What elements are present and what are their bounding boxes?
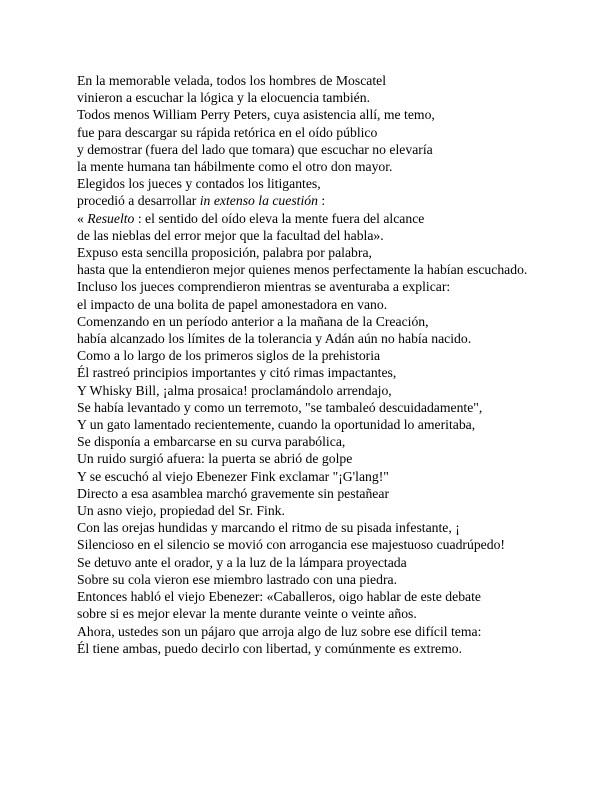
text-line: Directo a esa asamblea marchó gravemente sin pestañear <box>77 485 389 501</box>
text-line <box>77 210 577 227</box>
text-line: Se detuvo ante el orador, y a la luz de la lámpara proyectada <box>77 554 407 570</box>
text-line: Un asno viejo, propiedad del Sr. Fink. <box>77 503 285 519</box>
text-line: En la memorable velada, todos los hombres de Moscatel <box>77 73 387 88</box>
text-line: Silencioso en el silencio se movió con arrogancia ese majestuoso cuadrúpedo! <box>77 537 505 553</box>
text-line: Sobre su cola vieron ese miembro lastrado con una piedra. <box>77 571 398 587</box>
text-line: Elegidos los jueces y contados los litigantes, <box>77 176 321 192</box>
text-line: Se había levantado y como un terremoto, "se tambaleó descuidadamente", <box>77 399 483 415</box>
text-line: Él rastreó principios importantes y citó rimas impactantes, <box>77 365 397 381</box>
italic-phrase: in extenso la cuestión <box>199 193 318 209</box>
text-segment: : <box>317 193 326 209</box>
text-line: Él tiene ambas, puedo decirlo con libertad, y comúnmente es extremo. <box>77 640 463 656</box>
text-line: Un ruido surgió afuera: la puerta se abrió de golpe <box>77 451 353 467</box>
text-line: de las nieblas del error mejor que la facultad del habla». <box>77 227 384 243</box>
text-line: había alcanzado los límites de la tolerancia y Adán aún no había nacido. <box>77 331 472 347</box>
text-line: Expuso esta sencilla proposición, palabra por palabra, <box>77 245 372 261</box>
poem-body <box>77 72 577 657</box>
text-segment: procedió a desarrollar <box>77 193 200 209</box>
text-line: Incluso los jueces comprendieron mientras se aventuraba a explicar: <box>77 279 451 295</box>
text-line: Y Whisky Bill, ¡alma prosaica! proclamándolo arrendajo, <box>77 382 392 398</box>
text-line: Y un gato lamentado recientemente, cuando la oportunidad lo ameritaba, <box>77 417 476 433</box>
text-segment: : el sentido del oído eleva la mente fuera del alcance <box>134 210 425 226</box>
text-line: Comenzando en un período anterior a la mañana de la Creación, <box>77 313 429 329</box>
text-line: Ahora, ustedes son un pájaro que arroja algo de luz sobre ese difícil tema: <box>77 623 482 639</box>
text-line: fue para descargar su rápida retórica en el oído público <box>77 124 378 140</box>
text-line: la mente humana tan hábilmente como el otro don mayor. <box>77 159 393 175</box>
text-line: Como a lo largo de los primeros siglos de la prehistoria <box>77 348 381 364</box>
text-line: Entonces habló el viejo Ebenezer: «Caballeros, oigo hablar de este debate <box>77 589 482 605</box>
text-line: Y se escuchó al viejo Ebenezer Fink exclamar "¡G'lang!" <box>77 468 389 484</box>
text-line: Todos menos William Perry Peters, cuya asistencia allí, me temo, <box>77 107 435 123</box>
text-segment: « <box>77 210 88 226</box>
text-line: Con las orejas hundidas y marcando el ritmo de su pisada infestante, ¡ <box>77 520 460 536</box>
italic-phrase: Resuelto <box>87 210 135 226</box>
text-line: el impacto de una bolita de papel amonestadora en vano. <box>77 296 388 312</box>
text-line: hasta que la entendieron mejor quienes menos perfectamente la habían escuchado. <box>77 262 528 278</box>
text-line: sobre si es mejor elevar la mente durante veinte o veinte años. <box>77 606 417 622</box>
text-line: vinieron a escuchar la lógica y la elocuencia también. <box>77 90 371 106</box>
text-line <box>77 192 577 209</box>
text-line: y demostrar (fuera del lado que tomara) que escuchar no elevaría <box>77 141 433 157</box>
text-line: Se disponía a embarcarse en su curva parabólica, <box>77 434 346 450</box>
